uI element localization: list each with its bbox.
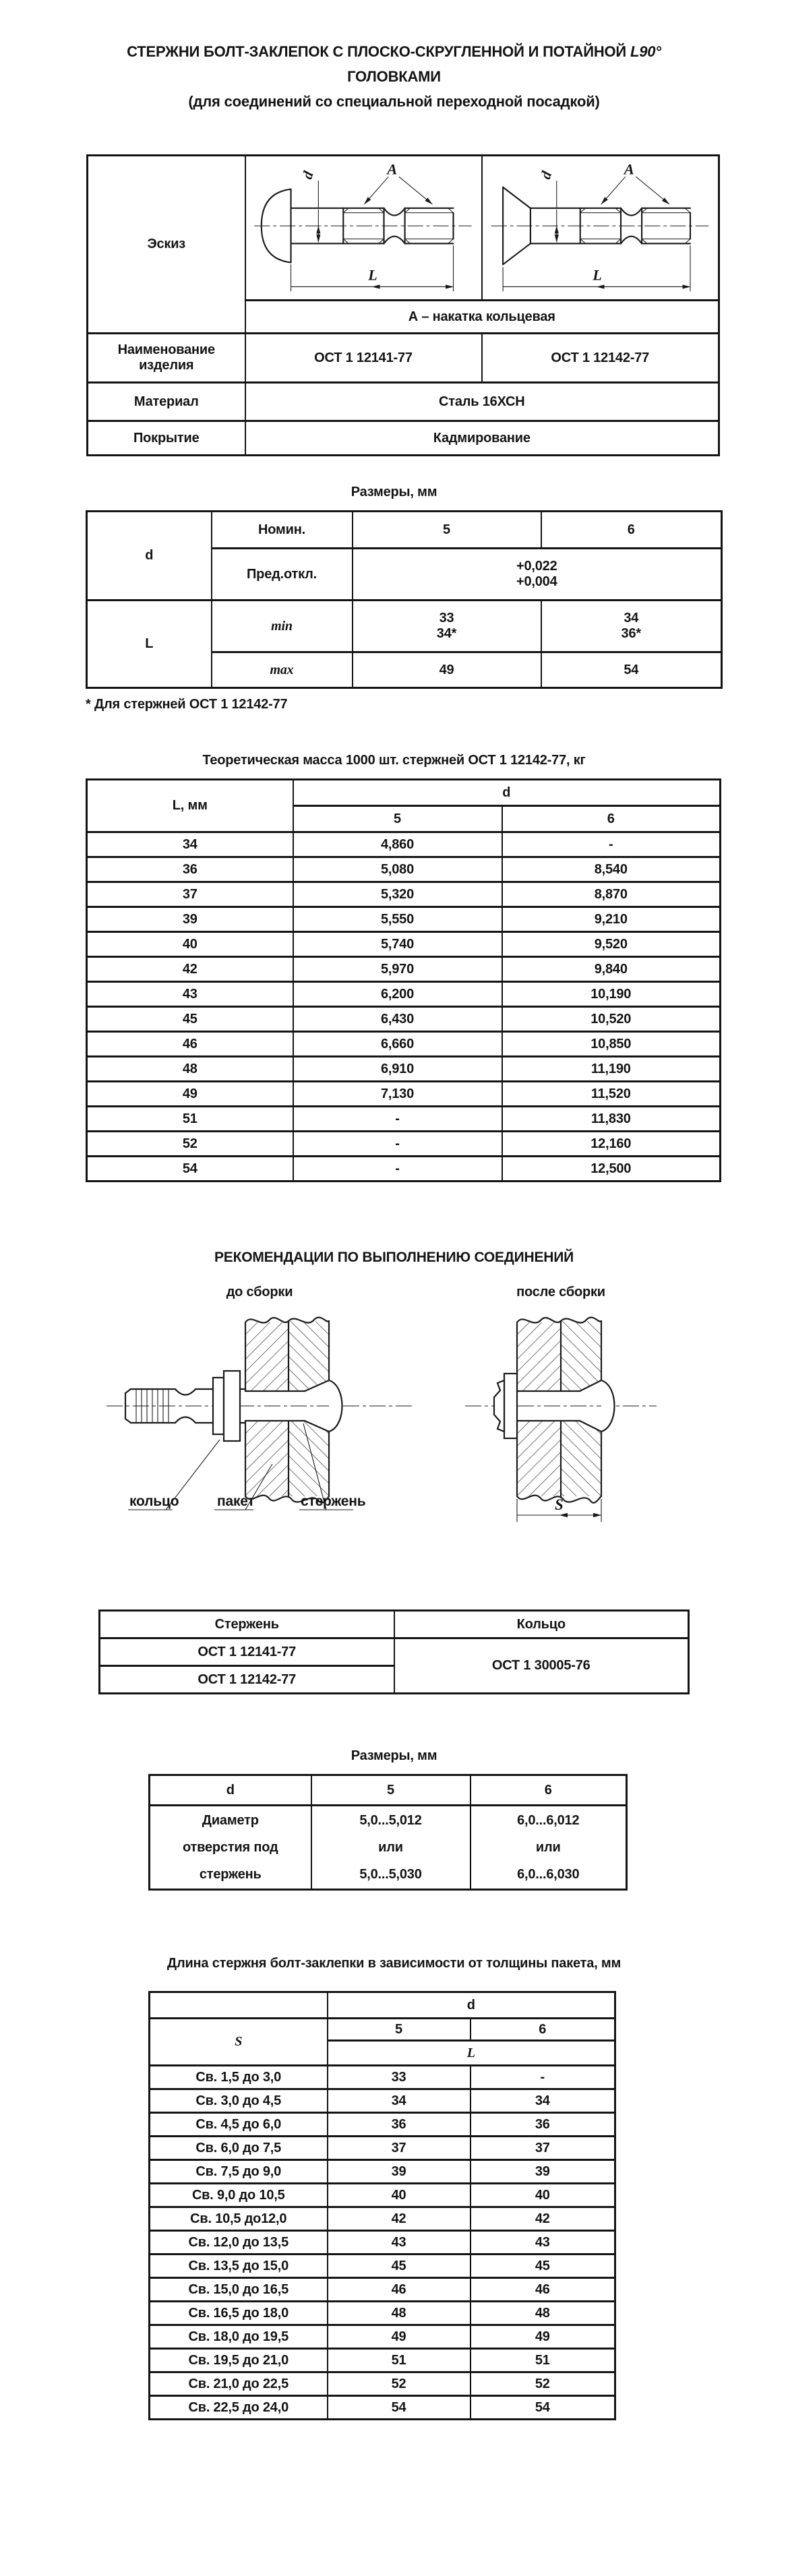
min-label: min — [212, 601, 353, 652]
length-d5-value: 43 — [328, 2231, 471, 2255]
after-assembly-drawing — [460, 1305, 662, 1527]
mass-col-5: 5 — [293, 806, 502, 832]
nominal-label: Номин. — [212, 512, 353, 549]
length-d6-value: 43 — [471, 2231, 615, 2255]
rod-standard-1: ОСТ 1 12141-77 — [100, 1638, 394, 1666]
min-5-line-2: 34* — [436, 626, 457, 641]
thickness-range: Св. 15,0 до 16,5 — [150, 2278, 328, 2302]
mass-table-row — [87, 1082, 721, 1107]
dims-l-label: L — [87, 601, 212, 688]
mass-d6-value: - — [502, 832, 721, 857]
length-col-6: 6 — [471, 2019, 615, 2041]
length-table — [148, 1991, 616, 2420]
hole-label-line-1: Диаметр — [202, 1813, 259, 1828]
mass-length-value: 45 — [87, 1007, 293, 1032]
ring-standard: ОСТ 1 30005-76 — [394, 1638, 689, 1694]
mass-table-row — [87, 832, 721, 857]
length-d5-value: 51 — [328, 2349, 471, 2372]
hole-table — [148, 1774, 628, 1891]
sketch-table — [86, 154, 720, 456]
before-assembly-label: до сборки — [226, 1285, 293, 1299]
min-5 — [353, 601, 541, 652]
max-6: 54 — [541, 652, 722, 688]
length-d6-value: 49 — [471, 2325, 615, 2349]
mass-d5-value: 6,200 — [293, 982, 502, 1007]
length-col-s: S — [150, 2019, 328, 2066]
length-d5-value: 36 — [328, 2113, 471, 2137]
thickness-range: Св. 13,5 до 15,0 — [150, 2255, 328, 2278]
mass-d6-value: 9,210 — [502, 907, 721, 932]
mass-length-value: 36 — [87, 857, 293, 882]
length-d5-value: 46 — [328, 2278, 471, 2302]
mass-d5-value: 5,740 — [293, 932, 502, 957]
dim-d-label: d — [537, 169, 555, 181]
hole-6-line-2: или — [535, 1840, 561, 1855]
length-table-row — [150, 2302, 615, 2325]
title-line-2: ГОЛОВКАМИ — [347, 68, 441, 85]
mass-table-row — [87, 1057, 721, 1082]
mass-table-row — [87, 1007, 721, 1032]
mass-d5-value: 5,320 — [293, 882, 502, 907]
mass-d5-value: 5,970 — [293, 957, 502, 982]
material-value: Сталь 16ХСН — [245, 383, 719, 421]
length-d6-value: 42 — [471, 2207, 615, 2231]
min-6-line-1: 34 — [624, 611, 639, 625]
mass-length-value: 52 — [87, 1132, 293, 1157]
ring-callout: кольцо — [129, 1494, 179, 1509]
mass-d5-value: 6,430 — [293, 1007, 502, 1032]
hole-col-5: 5 — [311, 1775, 471, 1806]
mass-d5-value: - — [293, 1157, 502, 1182]
coating-label: Покрытие — [88, 421, 245, 456]
knurl-note: А – накатка кольцевая — [245, 301, 719, 334]
length-d6-value: 34 — [471, 2089, 615, 2113]
length-table-row — [150, 2325, 615, 2349]
min-6-line-2: 36* — [621, 626, 641, 641]
length-d5-value: 39 — [328, 2160, 471, 2184]
mass-d6-value: 10,520 — [502, 1007, 721, 1032]
length-table-row — [150, 2278, 615, 2302]
length-s-spacer — [150, 1992, 328, 2019]
length-table-row — [150, 2255, 615, 2278]
length-d5-value: 49 — [328, 2325, 471, 2349]
length-table-row — [150, 2160, 615, 2184]
mass-length-value: 39 — [87, 907, 293, 932]
mass-length-value: 54 — [87, 1157, 293, 1182]
max-5: 49 — [353, 652, 541, 688]
knurl-a-label: A — [624, 160, 634, 178]
knurl-a-label: A — [386, 160, 397, 178]
hole-5-line-3: 5,0...5,030 — [359, 1867, 422, 1882]
hole-col-6: 6 — [471, 1775, 627, 1806]
mass-d6-value: 11,830 — [502, 1107, 721, 1132]
length-table-row — [150, 2396, 615, 2420]
mass-table-row — [87, 857, 721, 882]
length-table-row — [150, 2207, 615, 2231]
mass-table-row — [87, 1132, 721, 1157]
mass-length-value: 43 — [87, 982, 293, 1007]
hole-label-line-3: стержень — [199, 1867, 262, 1882]
countersunk-bolt-cell — [482, 156, 719, 301]
length-table-row — [150, 2372, 615, 2396]
thickness-range: Св. 21,0 до 22,5 — [150, 2372, 328, 2396]
title-text: СТЕРЖНИ БОЛТ-ЗАКЛЕПОК С ПЛОСКО-СКРУГЛЕННОЙ И ПОТАЙНОЙ — [127, 43, 627, 60]
hole-label-line-2: отверстия под — [183, 1840, 278, 1855]
mass-length-value: 49 — [87, 1082, 293, 1107]
thickness-range: Св. 22,5 до 24,0 — [150, 2396, 328, 2420]
dims-d-label: d — [87, 512, 212, 601]
hole-row-label — [150, 1806, 311, 1890]
mass-table-row — [87, 907, 721, 932]
mass-col-length: L, мм — [87, 780, 293, 832]
length-d5-value: 48 — [328, 2302, 471, 2325]
dim-l-label: L — [367, 266, 377, 284]
mass-d6-value: 9,840 — [502, 957, 721, 982]
assembly-drawings — [0, 1283, 788, 1527]
length-d5-value: 52 — [328, 2372, 471, 2396]
deviation-value — [353, 549, 722, 601]
title-line-1 — [0, 39, 788, 64]
mass-d6-value: 10,850 — [502, 1032, 721, 1057]
length-d5-value: 54 — [328, 2396, 471, 2420]
length-d6-value: 40 — [471, 2184, 615, 2207]
product-standard-1: ОСТ 1 12141-77 — [245, 334, 482, 383]
rod-standard-2: ОСТ 1 12142-77 — [100, 1666, 394, 1694]
ring-column-header: Кольцо — [394, 1611, 689, 1638]
thickness-range: Св. 12,0 до 13,5 — [150, 2231, 328, 2255]
hole-5-line-2: или — [378, 1840, 403, 1855]
dim-s-label: S — [555, 1496, 564, 1513]
rod-ring-table — [98, 1609, 690, 1694]
mass-table-row — [87, 957, 721, 982]
thickness-range: Св. 1,5 до 3,0 — [150, 2066, 328, 2089]
length-table-row — [150, 2137, 615, 2160]
product-standard-2: ОСТ 1 12142-77 — [482, 334, 719, 383]
thickness-range: Св. 16,5 до 18,0 — [150, 2302, 328, 2325]
mass-d6-value: 12,160 — [502, 1132, 721, 1157]
mass-d6-value: 12,500 — [502, 1157, 721, 1182]
product-name-label: Наименование изделия — [88, 334, 245, 383]
hole-value-6 — [471, 1806, 627, 1890]
hole-6-line-3: 6,0...6,030 — [517, 1867, 580, 1882]
mass-d5-value: 5,550 — [293, 907, 502, 932]
mass-d6-value: 10,190 — [502, 982, 721, 1007]
length-d6-value: - — [471, 2066, 615, 2089]
length-d6-value: 36 — [471, 2113, 615, 2137]
thickness-range: Св. 18,0 до 19,5 — [150, 2325, 328, 2349]
length-d6-value: 46 — [471, 2278, 615, 2302]
mass-d5-value: - — [293, 1107, 502, 1132]
hole-value-5 — [311, 1806, 471, 1890]
length-table-row — [150, 2089, 615, 2113]
max-label: max — [212, 652, 353, 688]
nominal-6: 6 — [541, 512, 722, 549]
rod-column-header: Стержень — [100, 1611, 394, 1638]
thickness-range: Св. 7,5 до 9,0 — [150, 2160, 328, 2184]
min-6 — [541, 601, 722, 652]
length-table-row — [150, 2349, 615, 2372]
thickness-range: Св. 10,5 до12,0 — [150, 2207, 328, 2231]
thickness-range: Св. 19,5 до 21,0 — [150, 2349, 328, 2372]
mass-length-value: 42 — [87, 957, 293, 982]
dim-l-label: L — [592, 266, 602, 284]
mass-d5-value: 5,080 — [293, 857, 502, 882]
length-d6-value: 37 — [471, 2137, 615, 2160]
length-d5-value: 37 — [328, 2137, 471, 2160]
length-d5-value: 34 — [328, 2089, 471, 2113]
mass-d5-value: 4,860 — [293, 832, 502, 857]
mass-length-value: 46 — [87, 1032, 293, 1057]
after-assembly-block — [460, 1283, 662, 1527]
coating-value: Кадмирование — [245, 421, 719, 456]
length-d5-value: 42 — [328, 2207, 471, 2231]
thickness-range: Св. 9,0 до 10,5 — [150, 2184, 328, 2207]
thickness-range: Св. 6,0 до 7,5 — [150, 2137, 328, 2160]
length-d5-value: 45 — [328, 2255, 471, 2278]
deviation-line-1: +0,022 — [516, 559, 557, 574]
length-d6-value: 39 — [471, 2160, 615, 2184]
mass-d5-value: 6,910 — [293, 1057, 502, 1082]
length-table-row — [150, 2231, 615, 2255]
mass-length-value: 51 — [87, 1107, 293, 1132]
mass-d5-value: 7,130 — [293, 1082, 502, 1107]
mass-d6-value: 8,870 — [502, 882, 721, 907]
countersunk-bolt-drawing — [483, 158, 713, 297]
recommendations-heading: РЕКОМЕНДАЦИИ ПО ВЫПОЛНЕНИЮ СОЕДИНЕНИЙ — [214, 1250, 574, 1265]
after-assembly-label: после сборки — [516, 1285, 605, 1299]
mass-table — [86, 778, 721, 1182]
length-col-l: L — [328, 2041, 615, 2066]
hole-6-line-1: 6,0...6,012 — [517, 1813, 580, 1828]
deviation-label: Пред.откл. — [212, 549, 353, 601]
length-table-row — [150, 2113, 615, 2137]
mass-d6-value: 11,520 — [502, 1082, 721, 1107]
mass-table-row — [87, 1107, 721, 1132]
length-d6-value: 48 — [471, 2302, 615, 2325]
dims-footnote: * Для стержней ОСТ 1 12142-77 — [86, 697, 288, 712]
mass-d6-value: 8,540 — [502, 857, 721, 882]
length-d5-value: 40 — [328, 2184, 471, 2207]
mass-table-caption: Теоретическая масса 1000 шт. стержней ОСТ 1 12142-77, кг — [202, 753, 586, 768]
document-subtitle: (для соединений со специальной переходной посадкой) — [188, 93, 600, 110]
dim-d-label: d — [299, 169, 317, 181]
mass-table-row — [87, 1157, 721, 1182]
length-d6-value: 54 — [471, 2396, 615, 2420]
document-title — [0, 0, 788, 114]
mass-table-row — [87, 932, 721, 957]
package-callout: пакет — [217, 1494, 255, 1509]
length-table-row — [150, 2184, 615, 2207]
mass-d5-value: - — [293, 1132, 502, 1157]
mass-length-value: 34 — [87, 832, 293, 857]
mass-length-value: 48 — [87, 1057, 293, 1082]
material-label: Материал — [88, 383, 245, 421]
hole-table-caption: Размеры, мм — [351, 1748, 437, 1763]
mass-col-d: d — [293, 780, 721, 806]
length-col-d: d — [328, 1992, 615, 2019]
mass-d6-value: 11,190 — [502, 1057, 721, 1082]
mass-col-6: 6 — [502, 806, 721, 832]
round-head-bolt-drawing — [246, 158, 476, 297]
before-assembly-block — [101, 1283, 418, 1527]
length-col-5: 5 — [328, 2019, 471, 2041]
hole-d-label: d — [150, 1775, 311, 1806]
before-assembly-drawing — [101, 1305, 418, 1527]
min-5-line-1: 33 — [439, 611, 454, 625]
rod-callout: стержень — [301, 1494, 366, 1509]
nominal-5: 5 — [353, 512, 541, 549]
deviation-line-2: +0,004 — [516, 574, 557, 589]
mass-table-row — [87, 982, 721, 1007]
length-d6-value: 51 — [471, 2349, 615, 2372]
mass-table-row — [87, 882, 721, 907]
length-table-caption: Длина стержня болт-заклепки в зависимости от толщины пакета, мм — [166, 1956, 622, 1971]
dims-caption: Размеры, мм — [351, 485, 437, 499]
mass-d6-value: 9,520 — [502, 932, 721, 957]
mass-table-row — [87, 1032, 721, 1057]
thickness-range: Св. 3,0 до 4,5 — [150, 2089, 328, 2113]
length-table-row — [150, 2066, 615, 2089]
mass-d5-value: 6,660 — [293, 1032, 502, 1057]
length-d6-value: 45 — [471, 2255, 615, 2278]
length-d5-value: 33 — [328, 2066, 471, 2089]
dims-table — [86, 510, 723, 689]
round-head-bolt-cell — [245, 156, 482, 301]
length-d6-value: 52 — [471, 2372, 615, 2396]
mass-length-value: 37 — [87, 882, 293, 907]
thickness-range: Св. 4,5 до 6,0 — [150, 2113, 328, 2137]
mass-length-value: 40 — [87, 932, 293, 957]
hole-5-line-1: 5,0...5,012 — [359, 1813, 422, 1828]
title-l90: L90° — [630, 43, 661, 60]
sketch-row-label: Эскиз — [88, 156, 245, 334]
